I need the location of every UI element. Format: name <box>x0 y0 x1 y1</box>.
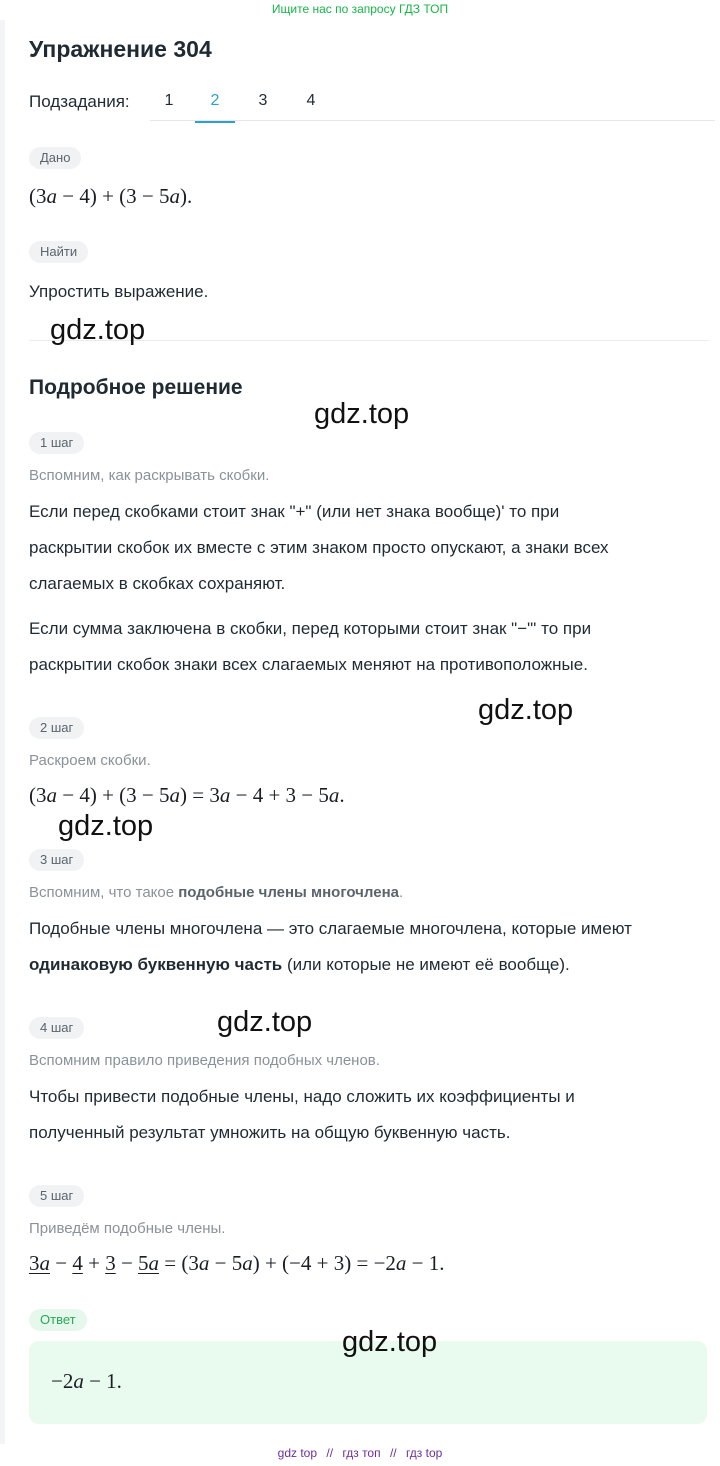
find-text: Упростить выражение. <box>29 282 209 301</box>
step-3-line2 <box>29 947 689 983</box>
footer-separator: // <box>389 1446 397 1460</box>
step-1-para1-line3: слагаемых в скобках сохраняют. <box>29 574 286 593</box>
tab-subtask-3[interactable]: 3 <box>258 92 268 109</box>
footer-link-3[interactable]: гдз top <box>405 1446 443 1460</box>
step-4-tag: 4 шаг <box>29 1017 84 1039</box>
page-title: Упражнение 304 <box>29 36 212 62</box>
tab-subtask-1[interactable]: 1 <box>164 92 174 109</box>
footer-separator: // <box>326 1446 334 1460</box>
tab-subtask-2[interactable]: 2 <box>195 90 235 123</box>
step-1-para1-line2: раскрытии скобок их вместе с этим знаком просто опускают, а знаки всех <box>29 538 609 557</box>
step-5-expression: 3a − 4 + 3 − 5a = (3a − 5a) + (−4 + 3) = −2a − 1. <box>29 1251 445 1275</box>
footer <box>0 1446 720 1460</box>
step-5-tag: 5 шаг <box>29 1185 84 1207</box>
watermark: gdz.top <box>50 314 146 346</box>
step-3-hint <box>29 884 403 901</box>
step-1-para2-line1: Если сумма заключена в скобки, перед которыми стоит знак "−"' то при <box>29 619 592 638</box>
step-2-hint: Раскроем скобки. <box>29 752 151 769</box>
step-2-tag: 2 шаг <box>29 717 84 739</box>
watermark: gdz.top <box>342 1326 438 1358</box>
subtasks-nav <box>29 90 715 124</box>
top-banner[interactable]: Ищите нас по запросу ГДЗ ТОП <box>271 2 449 16</box>
step-3-line1: Подобные члены многочлена — это слагаемые многочлена, которые имеют <box>29 919 632 938</box>
footer-link-2[interactable]: гдз топ <box>342 1446 381 1460</box>
answer-expression: −2a − 1. <box>51 1369 122 1393</box>
given-tag: Дано <box>29 147 81 169</box>
step-3-line2-rest: (или которые не имеют её вообще). <box>282 955 570 974</box>
solution-heading: Подробное решение <box>29 376 243 399</box>
step-3-hint-suffix: . <box>398 884 404 901</box>
footer-link-1[interactable]: gdz top <box>277 1446 318 1460</box>
step-4-line1: Чтобы привести подобные члены, надо сложить их коэффициенты и <box>29 1087 575 1106</box>
given-expression: (3a − 4) + (3 − 5a). <box>29 184 193 208</box>
exercise-card <box>5 18 720 1444</box>
step-3-hint-bold: подобные члены многочлена <box>178 884 399 901</box>
watermark: gdz.top <box>58 810 154 842</box>
watermark: gdz.top <box>217 1006 313 1038</box>
step-3-hint-prefix: Вспомним, что такое <box>29 884 179 901</box>
step-4-hint: Вспомним правило приведения подобных членов. <box>29 1052 380 1069</box>
find-tag: Найти <box>29 241 88 263</box>
step-4-line2: полученный результат умножить на общую буквенную часть. <box>29 1123 511 1142</box>
step-3-tag: 3 шаг <box>29 849 84 871</box>
answer-tag: Ответ <box>29 1309 87 1331</box>
step-1-para2-line2: раскрытии скобок знаки всех слагаемых меняют на противоположные. <box>29 655 588 674</box>
watermark: gdz.top <box>314 398 410 430</box>
subtasks-label: Подзадания: <box>29 92 130 111</box>
step-2-expression: (3a − 4) + (3 − 5a) = 3a − 4 + 3 − 5a. <box>29 783 345 807</box>
tab-subtask-4[interactable]: 4 <box>306 92 316 109</box>
step-3-line2-bold: одинаковую буквенную часть <box>29 955 283 974</box>
step-1-tag: 1 шаг <box>29 432 84 454</box>
step-5-hint: Приведём подобные члены. <box>29 1220 226 1237</box>
step-1-para1-line1: Если перед скобками стоит знак "+" (или нет знака вообще)' то при <box>29 502 560 521</box>
watermark: gdz.top <box>478 694 574 726</box>
step-1-hint: Вспомним, как раскрывать скобки. <box>29 467 270 484</box>
